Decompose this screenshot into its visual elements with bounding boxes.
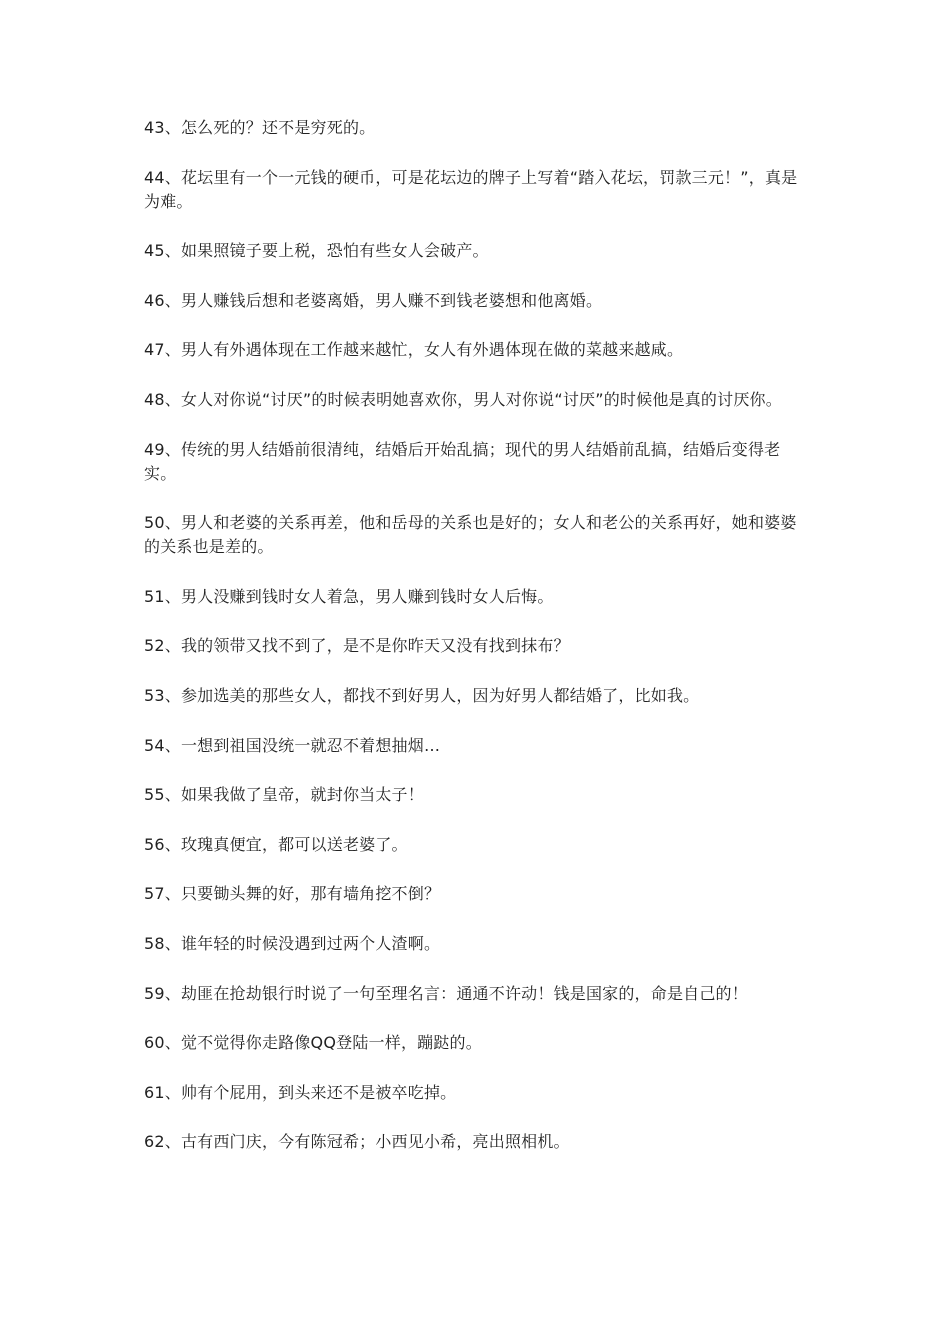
list-item: 60、觉不觉得你走路像QQ登陆一样，蹦跶的。 <box>144 1033 482 1053</box>
list-item: 54、一想到祖国没统一就忍不着想抽烟… <box>144 735 441 755</box>
list-item: 56、玫瑰真便宜，都可以送老婆了。 <box>144 834 408 854</box>
list-item: 61、帅有个屁用，到头来还不是被卒吃掉。 <box>144 1082 457 1102</box>
list-item: 43、怎么死的？还不是穷死的。 <box>144 118 376 137</box>
list-item: 59、劫匪在抢劫银行时说了一句至理名言：通通不许动！钱是国家的，命是自己的！ <box>144 983 748 1003</box>
list-item: 62、古有西门庆，今有陈冠希；小西见小希，亮出照相机。 <box>144 1132 570 1152</box>
list-item: 45、如果照镜子要上税，恐怕有些女人会破产。 <box>144 241 489 261</box>
list-item: 47、男人有外遇体现在工作越来越忙，女人有外遇体现在做的菜越来越咸。 <box>144 340 684 360</box>
joke-list <box>144 116 806 1180</box>
list-item: 49、传统的男人结婚前很清纯，结婚后开始乱搞；现代的男人结婚前乱搞，结婚后变得老实。 <box>144 439 781 483</box>
list-item: 55、如果我做了皇帝，就封你当太子！ <box>144 785 424 805</box>
list-item: 53、参加选美的那些女人，都找不到好男人，因为好男人都结婚了，比如我。 <box>144 685 700 705</box>
list-item: 52、我的领带又找不到了，是不是你昨天又没有找到抹布？ <box>144 636 570 656</box>
list-item: 44、花坛里有一个一元钱的硬币，可是花坛边的牌子上写着“踏入花坛，罚款三元！”，真是为难。 <box>144 167 798 211</box>
list-item: 51、男人没赚到钱时女人着急，男人赚到钱时女人后悔。 <box>144 586 554 606</box>
list-item: 57、只要锄头舞的好，那有墙角挖不倒？ <box>144 884 441 904</box>
list-item: 50、男人和老婆的关系再差，他和岳母的关系也是好的；女人和老公的关系再好，她和婆婆的关系也是差的。 <box>144 513 797 557</box>
list-item: 48、女人对你说“讨厌”的时候表明她喜欢你，男人对你说“讨厌”的时候他是真的讨厌你。 <box>144 389 782 409</box>
list-item: 58、谁年轻的时候没遇到过两个人渣啊。 <box>144 933 441 953</box>
list-item: 46、男人赚钱后想和老婆离婚，男人赚不到钱老婆想和他离婚。 <box>144 290 603 310</box>
